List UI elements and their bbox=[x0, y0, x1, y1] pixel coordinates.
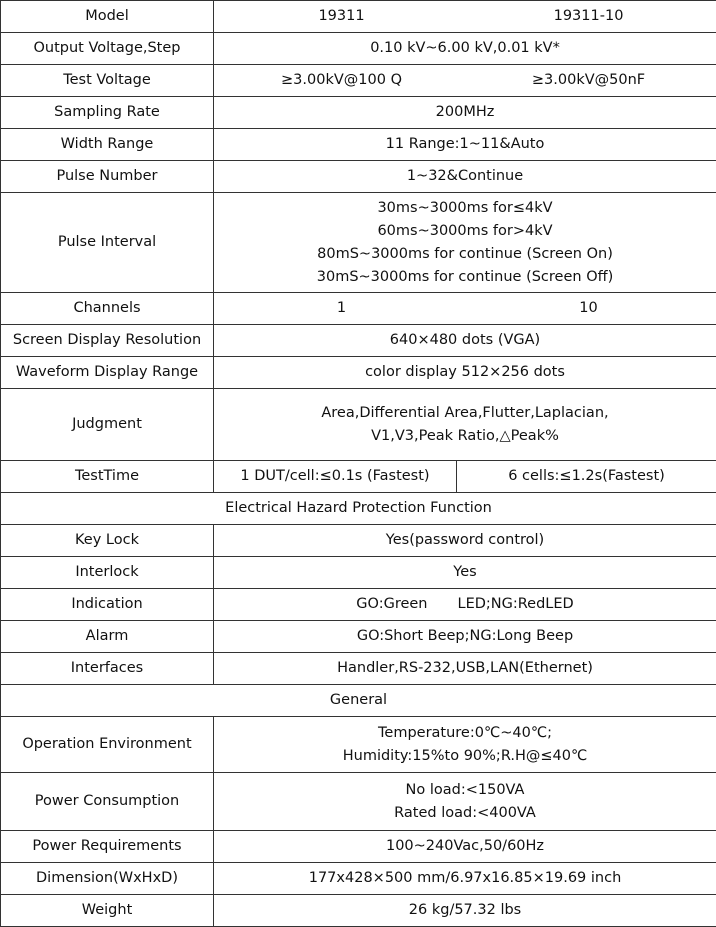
table-row bbox=[1, 193, 716, 293]
operation-env-label: Operation Environment bbox=[1, 717, 214, 773]
interfaces-label: Interfaces bbox=[1, 653, 214, 685]
pulse-interval-line-2: 60ms~3000ms for>4kV bbox=[218, 220, 712, 243]
table-row bbox=[1, 357, 716, 389]
indication-part-1: GO:Green bbox=[356, 596, 427, 612]
width-range-value: 11 Range:1~11&Auto bbox=[214, 129, 716, 161]
table-row bbox=[1, 831, 716, 863]
power-requirements-value: 100~240Vac,50/60Hz bbox=[214, 831, 716, 863]
table-row bbox=[1, 129, 716, 161]
section-header-protection: Electrical Hazard Protection Function bbox=[1, 493, 716, 525]
judgment-line-2: V1,V3,Peak Ratio,△Peak% bbox=[218, 425, 712, 448]
channels-value-2: 10 bbox=[465, 297, 712, 320]
table-row bbox=[1, 97, 716, 129]
pulse-number-value: 1~32&Continue bbox=[214, 161, 716, 193]
pulse-number-label: Pulse Number bbox=[1, 161, 214, 193]
table-row bbox=[1, 389, 716, 461]
table-row bbox=[1, 293, 716, 325]
width-range-label: Width Range bbox=[1, 129, 214, 161]
alarm-label: Alarm bbox=[1, 621, 214, 653]
judgment-line-1: Area,Differential Area,Flutter,Laplacian, bbox=[218, 402, 712, 425]
operation-env-line-2: Humidity:15%to 90%;R.H@≤40℃ bbox=[218, 745, 712, 768]
power-consumption-label: Power Consumption bbox=[1, 773, 214, 831]
channels-label: Channels bbox=[1, 293, 214, 325]
table-row bbox=[1, 773, 716, 831]
dimension-label: Dimension(WxHxD) bbox=[1, 863, 214, 895]
operation-env-value bbox=[214, 717, 716, 773]
table-row bbox=[1, 685, 716, 717]
screen-resolution-value: 640×480 dots (VGA) bbox=[214, 325, 716, 357]
waveform-range-value: color display 512×256 dots bbox=[214, 357, 716, 389]
table-row bbox=[1, 65, 716, 97]
output-voltage-value: 0.10 kV~6.00 kV,0.01 kV* bbox=[214, 33, 716, 65]
model-label: Model bbox=[1, 1, 214, 33]
table-row bbox=[1, 621, 716, 653]
table-row bbox=[1, 717, 716, 773]
operation-env-line-1: Temperature:0℃~40℃; bbox=[218, 722, 712, 745]
test-voltage-values bbox=[214, 65, 716, 97]
power-consumption-line-2: Rated load:<400VA bbox=[218, 802, 712, 825]
pulse-interval-value bbox=[214, 193, 716, 293]
judgment-value bbox=[214, 389, 716, 461]
alarm-value: GO:Short Beep;NG:Long Beep bbox=[214, 621, 716, 653]
indication-label: Indication bbox=[1, 589, 214, 621]
test-time-label: TestTime bbox=[1, 461, 214, 493]
pulse-interval-line-1: 30ms~3000ms for≤4kV bbox=[218, 197, 712, 220]
table-row bbox=[1, 895, 716, 927]
interfaces-value: Handler,RS-232,USB,LAN(Ethernet) bbox=[214, 653, 716, 685]
table-row bbox=[1, 461, 716, 493]
table-row bbox=[1, 1, 716, 33]
channels-values bbox=[214, 293, 716, 325]
waveform-range-label: Waveform Display Range bbox=[1, 357, 214, 389]
test-voltage-value-1: ≥3.00kV@100 Q bbox=[218, 69, 465, 92]
table-row bbox=[1, 493, 716, 525]
model-value-2: 19311-10 bbox=[465, 5, 712, 28]
indication-part-2: LED;NG:RedLED bbox=[458, 596, 574, 612]
section-header-general: General bbox=[1, 685, 716, 717]
output-voltage-label: Output Voltage,Step bbox=[1, 33, 214, 65]
pulse-interval-line-3: 80mS~3000ms for continue (Screen On) bbox=[218, 243, 712, 266]
table-row bbox=[1, 589, 716, 621]
judgment-label: Judgment bbox=[1, 389, 214, 461]
interlock-label: Interlock bbox=[1, 557, 214, 589]
screen-resolution-label: Screen Display Resolution bbox=[1, 325, 214, 357]
table-row bbox=[1, 161, 716, 193]
pulse-interval-label: Pulse Interval bbox=[1, 193, 214, 293]
test-time-value-1: 1 DUT/cell:≤0.1s (Fastest) bbox=[214, 461, 457, 493]
power-requirements-label: Power Requirements bbox=[1, 831, 214, 863]
table-row bbox=[1, 33, 716, 65]
sampling-rate-value: 200MHz bbox=[214, 97, 716, 129]
test-voltage-label: Test Voltage bbox=[1, 65, 214, 97]
sampling-rate-label: Sampling Rate bbox=[1, 97, 214, 129]
indication-value bbox=[214, 589, 716, 621]
table-row bbox=[1, 863, 716, 895]
power-consumption-line-1: No load:<150VA bbox=[218, 779, 712, 802]
weight-label: Weight bbox=[1, 895, 214, 927]
model-value-1: 19311 bbox=[218, 5, 465, 28]
test-voltage-value-2: ≥3.00kV@50nF bbox=[465, 69, 712, 92]
test-time-value-2: 6 cells:≤1.2s(Fastest) bbox=[457, 461, 716, 493]
channels-value-1: 1 bbox=[218, 297, 465, 320]
table-row bbox=[1, 653, 716, 685]
table-row bbox=[1, 325, 716, 357]
model-values bbox=[214, 1, 716, 33]
power-consumption-value bbox=[214, 773, 716, 831]
pulse-interval-line-4: 30mS~3000ms for continue (Screen Off) bbox=[218, 266, 712, 289]
table-row bbox=[1, 557, 716, 589]
key-lock-label: Key Lock bbox=[1, 525, 214, 557]
interlock-value: Yes bbox=[214, 557, 716, 589]
table-row bbox=[1, 525, 716, 557]
key-lock-value: Yes(password control) bbox=[214, 525, 716, 557]
weight-value: 26 kg/57.32 lbs bbox=[214, 895, 716, 927]
dimension-value: 177x428×500 mm/6.97x16.85×19.69 inch bbox=[214, 863, 716, 895]
